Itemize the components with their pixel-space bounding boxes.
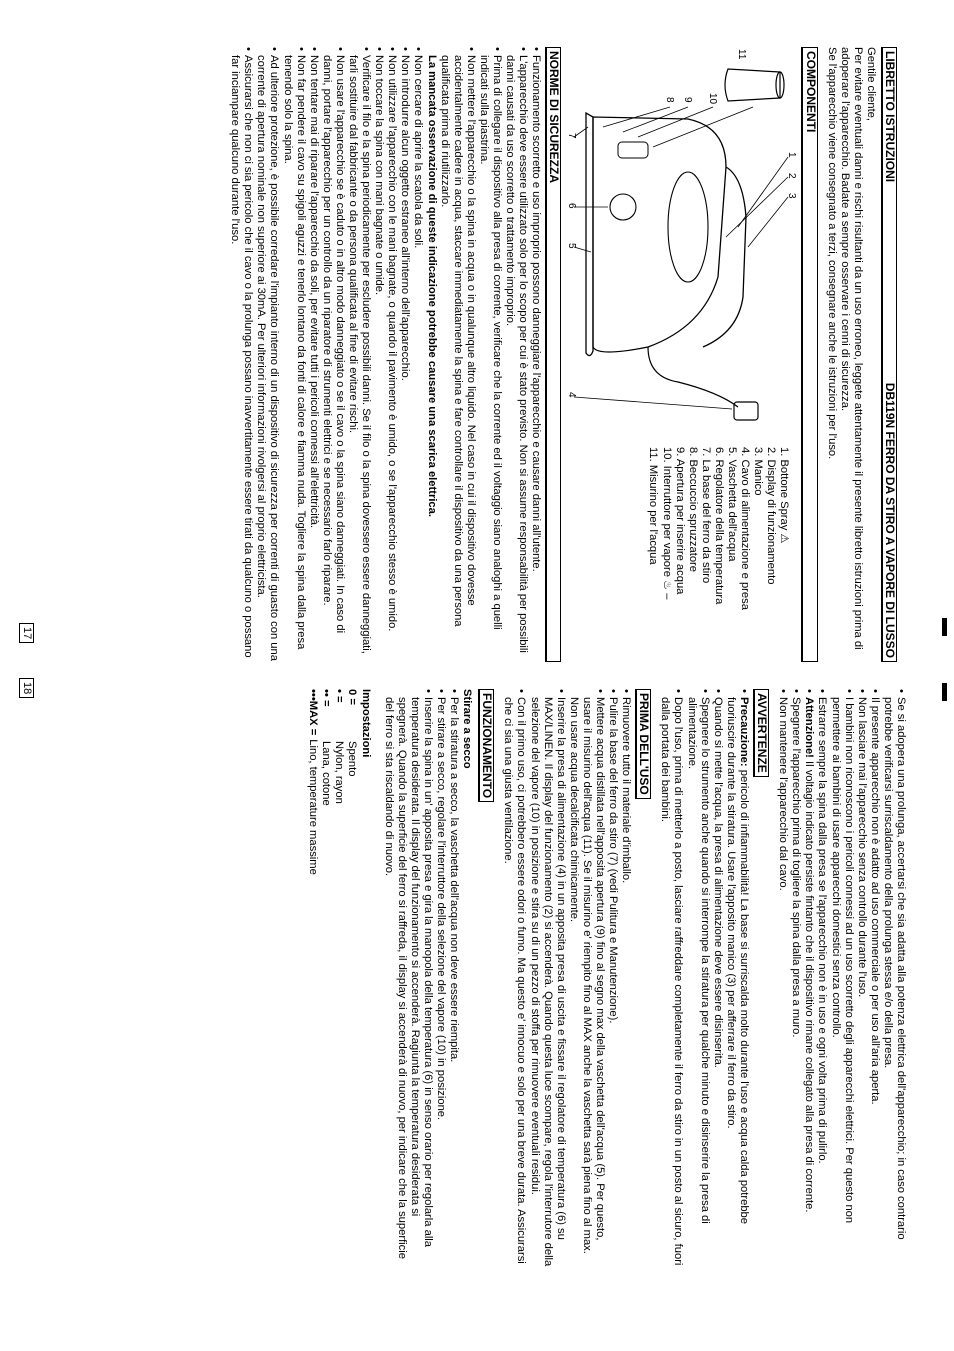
intro-note: Se l'apparecchio viene consegnato a terzi, consegnare anche le istruzioni per l'uso.: [825, 47, 838, 460]
dry-ironing-title: Stirare a secco: [461, 689, 474, 769]
parts-list: [646, 447, 790, 610]
first-use-item: • Mettere acqua distillata nell'apposita apertura (9) fino al segno max della vaschetta dell'acqua (5). Per questo, usare il misurino dell'acqua (11). Se il misurino e' riempito fino al MAX anche la vaschetta sarà piena fino al max. Non usare acqua decalcificata chimicamente.: [567, 689, 606, 1269]
warnings-title: AVVERTENZE: [753, 689, 769, 777]
page-marker-bar: [942, 618, 947, 636]
part-1: 1. Bottone Spray ⚠: [778, 447, 791, 544]
first-use-list: [501, 689, 632, 1269]
callout-1: 1: [786, 152, 798, 158]
precaution-item: [724, 689, 750, 1269]
dry-item: • Inserire la spina in un' apposita presa e gira la manopola della temperatura (6) in senso orario per regolarla alla temperatura desiderata. Il display del funzionamento si accenderà. Ragiunta la temperatura desiderata si spegnerà. Quando la superficie del ferro si raffreda, il display si accenderà di nuovo, per indicare che la superficie del ferro si sta riscaldando di nuovo.: [382, 689, 434, 1269]
safety-item: • Non far pendere il cavo su spigoli aguzzi e tenerlo lontano da fonti di calore e fiamma nuda. Togliere la spina dalla presa tenendo solo la spina.: [280, 47, 306, 662]
setting-value: Lana, cotone: [320, 741, 333, 806]
page-number: 18: [19, 678, 34, 698]
general-item: • Non lasciare mai l'apparecchio senza controllo durante l'uso.: [855, 689, 868, 1269]
settings-title: Impostazioni: [359, 689, 372, 758]
precaution-text: pericolo di infiammabilità! La base si surriscalda molto durante l'uso e acqua calda potrebbe fuoriuscire durante la stiratura. Usare l'apposito manico (3) per afferrare il ferro da stiro.: [724, 697, 750, 1224]
temperature-dial-shape: [610, 194, 636, 220]
power-cord-shape: [648, 347, 738, 407]
part-8: 8. Beccuccio spruzzatore: [686, 447, 699, 572]
callout-9: 9: [682, 97, 694, 103]
safety-item: • L'apparecchio deve essere utilizzato solo per lo scopo per cui è stato previsto. Non si assume responsabilità per possibili danni causati da uso scorretto o trattamento improprio.: [503, 47, 529, 662]
dry-ironing-list: [382, 689, 461, 1269]
safety-item: • Non cercare di aprire la scatola da soli.: [411, 47, 424, 662]
part-4: 4. Cavo di alimentazione e presa: [739, 447, 752, 610]
safety-item: • Non mettere l'apparecchio o la spina in acqua o in qualunque altro liquido. Nel caso in cui il dispositivo dovesse accidentalmente cadere in acqua, staccare immediatamente la spina e fare controllare il dispositivo da una persona qualificata prima di riutilizzarlo.: [438, 47, 477, 662]
manual-header: [881, 47, 897, 662]
callout-4: 4: [566, 392, 578, 398]
safety-item: • Non toccare la spina con mani bagnate o umide.: [372, 47, 385, 662]
water-inlet-shape: [618, 142, 648, 158]
setting-row: [332, 689, 345, 1269]
spray-icon: ⚠: [778, 533, 791, 544]
part-10: 10. Interruttore per vapore ♨ –: [660, 447, 673, 600]
part-6: 6. Regolatore della temperatura: [712, 447, 725, 605]
attention-label: Attenzione!: [803, 697, 816, 758]
safety-item: • Non introdurre alcun oggetto estraneo all'interno dell'apparecchio.: [398, 47, 411, 662]
components-title: COMPONENTI: [801, 47, 817, 662]
operation-title: FUNZIONAMENTO: [478, 689, 494, 802]
safety-list-2: [228, 47, 424, 662]
iron-illustration: [568, 47, 798, 437]
setting-key: • =: [333, 689, 346, 703]
callout-6: 6: [566, 203, 578, 209]
part-2: 2. Display di funzionamento: [765, 447, 778, 585]
warnings-list: [658, 689, 750, 1269]
warning-item: • Dopo l'uso, prima di metterlo a posto, lasciare raffreddare completamente il ferro da stiro in un posto al sicuro, fuori dalla portata dei bambini.: [658, 689, 684, 1269]
callout-3: 3: [786, 193, 798, 199]
part-9: 9. Apertura per inserire acqua: [673, 447, 686, 595]
part-3: 3. Manico: [752, 447, 765, 496]
general-item: • Il presente apparecchio non è adatto ad uso commerciale o per uso all'aria aperta.: [868, 689, 881, 1269]
callout-2: 2: [786, 173, 798, 179]
first-use-title: PRIMA DELL'USO: [635, 689, 651, 799]
attention-item: [802, 689, 815, 1269]
page-marker-bar: [942, 683, 947, 701]
setting-row: [306, 689, 319, 1269]
first-use-item: • Con il primo uso, ci potrebbero essere odori o fumo. Ma questo e' innocuo e solo per una breve durata. Assicurarsi che ci sia una giusta ventilazione.: [501, 689, 527, 1269]
dry-item: • Per la stiratura a secco, la vaschetta dell'acqua non deve essere riempita.: [447, 689, 460, 1269]
setting-row: [345, 689, 358, 1269]
safety-list: [438, 47, 543, 662]
callout-5: 5: [566, 243, 578, 249]
general-item: • Non mantenere l'apparecchio dal cavo.: [776, 689, 789, 1269]
precaution-label: Precauzione:: [737, 697, 750, 767]
intro-greeting: Gentile cliente,: [864, 47, 877, 122]
safety-title: NORME DI SICUREZZA: [545, 47, 561, 662]
part-11: 11. Misurino per l'acqua: [647, 447, 660, 565]
general-item: • Estrarre sempre la spina dalla presa se l'apparecchio non è in uso e ogni volta prima di pulirlo.: [815, 689, 828, 1269]
callout-8: 8: [664, 97, 676, 103]
setting-value: Lino, temperature massime: [307, 739, 320, 875]
part-5: 5. Vaschetta dell'acqua: [726, 447, 739, 562]
header-title: LIBRETTO ISTRUZIONI: [883, 51, 897, 183]
safety-item: • Prima di collegare il dispositivo alla presa di corrente, verificare che la corrente ed il voltaggio siano analoghi a quelli indicati sulla piastrina.: [477, 47, 503, 662]
safety-item: • Non utilizzare l'apparecchio con le mani bagnate, o quando il pavimento è umido, o se l'apparecchio stesso è umido.: [385, 47, 398, 662]
settings-block: [306, 689, 371, 1269]
warning-item: • Quando si mette l'acqua, la presa di alimentazione deve essere disinserita.: [711, 689, 724, 1269]
general-item: • I bambini non riconoscono i pericoli connessi ad un uso scorretto degli apparecchi elettrici. Per questo non permettere ai bambini di usare apparecchi domestici senza controllo.: [828, 689, 854, 1269]
setting-value: Nylon, rayon: [333, 741, 346, 804]
plug-shape: [734, 402, 758, 420]
safety-item: • Verificare il filo e la spina periodicamente per escludere possibili danni. Se il filo o la spina dovessero essere danneggiati, farli sostituire dal fabbricante o da persona qualificata al fine di evitare rischi.: [346, 47, 372, 662]
safety-item: • Non tentare mai di riparare l'apparecchio da soli, per evitare tutti i pericoli connessi all'elettricità.: [307, 47, 320, 662]
safety-item: • Ad ulteriore protezione, è possibile corredare l'impianto interno di un dispositivo di sicurezza per correnti di guasto con una corrente di apertura nominale non superiore ai 30mA. Per ulteriori informazioni rivolgersi al proprio elettricista.: [254, 47, 280, 662]
first-use-item: • Pulire la base del ferro da stiro (7) (vedi Pulitura e Manutenzione).: [606, 689, 619, 1269]
callout-7: 7: [566, 133, 578, 139]
safety-item: • Funzionamento scorretto e uso improprio possono danneggiare l'apparecchio e causare danni all'utente.: [529, 47, 542, 662]
attention-text: Il voltagio indicato persiste fintanto che il dispositivo rimane collegato alla presa di corrente.: [803, 757, 816, 1213]
first-use-item: • Rimuovere tutto il materiale d'imballo.: [619, 689, 632, 1269]
setting-key: 0 =: [346, 689, 359, 705]
setting-key: •••MAX =: [307, 689, 320, 736]
iron-soleplate-shape: [586, 113, 593, 356]
header-product: DB119N FERRO DA STIRO A VAPORE DI LUSSO: [883, 382, 897, 658]
callout-10: 10: [707, 93, 719, 105]
general-list: [776, 689, 907, 1269]
general-item: • Se si adopera una prolunga, accertarsi che sia adatta alla potenza elettrica dell'apparecchio; in caso contrario potrebbe verificarsi surriscaldamento della prolunga stessa e/o della presa.: [881, 689, 907, 1269]
dry-item: • Per stirare a secco, regolare l'interruttore della selezione del vapore (10) in posizione.: [434, 689, 447, 1269]
iron-diagram: [568, 47, 798, 667]
safety-item: • Non usare l'apparecchio se è caduto o in altro modo danneggiato o se il cavo o la spina siano danneggiati. In caso di danni, portare l'apparecchio per un controllo da un riparatore di strumenti elettrici e se necessario farlo riparare.: [320, 47, 346, 662]
intro-text: Per evitare eventuali danni e rischi risultanti da un uso erroneo, leggete attentamente il presente libretto istruzioni prima di adoperare l'apparecchio. Badate a sempre osservare i cenni di sicurezza.: [838, 47, 864, 650]
safety-warning: La mancata osservazione di queste indicazione potrebbe causare una scarica elettrica.: [425, 55, 438, 517]
iron-body-shape: [593, 117, 726, 352]
page-18: [0, 676, 954, 1351]
steam-icon: ♨ –: [660, 580, 673, 600]
warning-item: • Spegnere lo strumento anche quando si interrompe la stiratura per qualche minuto e disinserire la presa di alimentazione.: [685, 689, 711, 1269]
general-item: • Spegnere l'apparecchio prima di togliere la spina dalla presa a muro.: [789, 689, 802, 1269]
page-number: 17: [19, 623, 34, 643]
measuring-cup-shape: [725, 69, 780, 101]
callout-11: 11: [736, 49, 748, 60]
setting-key: •• =: [320, 689, 333, 707]
iron-handle-opening: [668, 172, 708, 282]
setting-row: [319, 689, 332, 1269]
first-use-item: • Inserire la presa di alimentazione (4) in un apposita presa di uscita e fissare il regolatore di temperatura (6) su MAX/LINEN. Il display del funzionamento (2) si accenderà. Quando questa luce scompare, regola l'interrutore della selezione del vapore (10) in posizione e stira su di un pezzo di stoffa per rimuovere eventuali residui.: [527, 689, 566, 1269]
part-7: 7. La base del ferro da stiro: [699, 447, 712, 584]
safety-item: • Assicurarsi che non ci sia pericolo che il cavo o la prolunga possano inavvertitamente essere tirati da qualcuno o possano far inciampare qualcuno durante l'uso.: [228, 47, 254, 662]
callout-lines: [574, 107, 788, 409]
setting-value: Spento: [346, 741, 359, 777]
